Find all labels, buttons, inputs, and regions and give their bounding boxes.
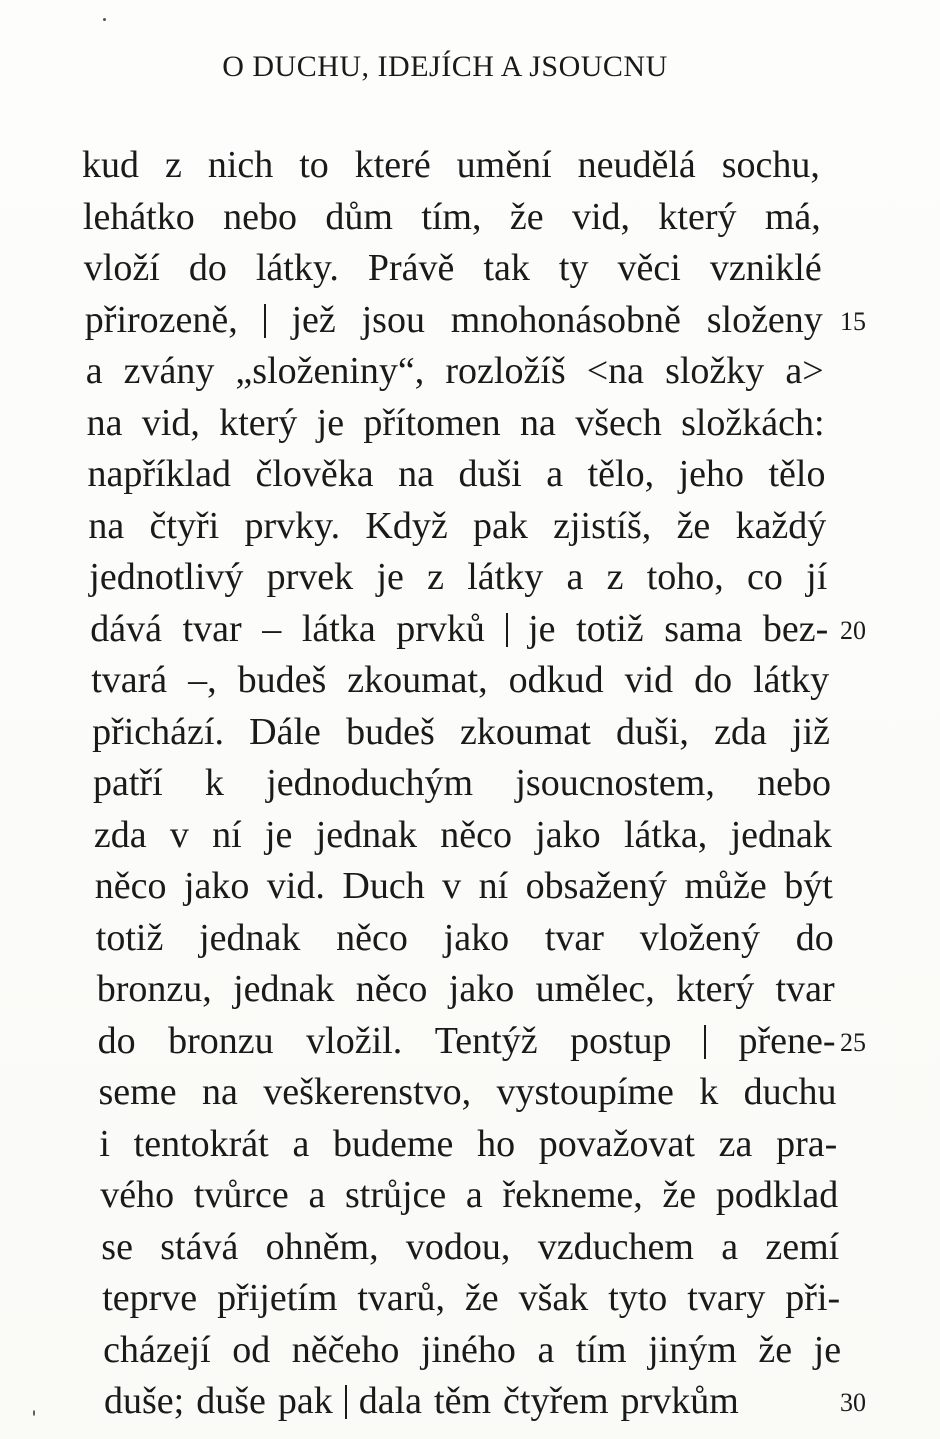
word: na <box>519 401 556 444</box>
word: a <box>546 453 564 495</box>
word: na <box>86 401 123 444</box>
text-line <box>82 142 820 188</box>
word: složeny <box>706 298 823 341</box>
text-line <box>83 194 821 240</box>
word: že <box>758 1328 793 1371</box>
word: z <box>606 556 624 598</box>
word: přirozeně, <box>84 298 238 341</box>
word: vzniklé <box>709 247 822 289</box>
word: sama <box>664 607 743 650</box>
word: pak <box>277 1380 333 1422</box>
word: nich <box>207 144 274 186</box>
word: tvary <box>687 1277 766 1319</box>
text-line <box>99 1121 837 1167</box>
word: přítomen <box>363 401 501 444</box>
word: umělec, <box>535 968 655 1010</box>
word: je <box>316 401 345 444</box>
word: a <box>85 350 103 392</box>
word: vložil. <box>306 1019 403 1062</box>
section-marker <box>264 297 266 343</box>
word: vid. <box>266 865 325 907</box>
text-line <box>85 297 823 343</box>
word: zvány <box>123 350 215 392</box>
word: toho, <box>646 556 724 598</box>
word: do <box>97 1019 136 1062</box>
word: ohněm, <box>265 1225 379 1268</box>
word: i <box>99 1122 110 1165</box>
word: člověka <box>255 453 374 495</box>
word: čtyřem <box>503 1380 609 1422</box>
word: jednak <box>730 813 832 856</box>
word: však <box>518 1277 589 1319</box>
word: ho <box>477 1122 516 1165</box>
word: tvará <box>91 659 168 701</box>
word: budeš <box>237 659 327 701</box>
word: již <box>792 710 831 753</box>
word: ty <box>558 247 589 289</box>
word: něco <box>336 916 408 959</box>
word: tím <box>575 1328 627 1371</box>
word: tyto <box>608 1277 668 1319</box>
word: jiným <box>648 1328 737 1371</box>
text-line <box>90 606 828 652</box>
word: prvky. <box>244 504 341 547</box>
word: rozložíš <box>445 350 566 392</box>
word: látka <box>301 607 376 650</box>
word: do <box>188 247 227 289</box>
word: budeš <box>346 710 435 753</box>
word: a <box>721 1225 739 1268</box>
word: a <box>465 1174 483 1216</box>
running-header: O DUCHU, IDEJÍCH A JSOUCNU <box>222 50 668 83</box>
word: vodou, <box>405 1225 511 1268</box>
word: dům <box>325 195 393 238</box>
word: duše; <box>104 1380 185 1422</box>
word: stává <box>160 1225 239 1268</box>
word: jsoucnostem, <box>515 762 715 804</box>
word: tělo, <box>587 453 655 495</box>
word: a <box>308 1174 326 1216</box>
word: vzduchem <box>537 1225 694 1268</box>
line-number: 15 <box>840 306 866 336</box>
text-line <box>100 1172 838 1218</box>
word: že <box>662 1174 697 1216</box>
word: který <box>676 968 755 1010</box>
word: tentokrát <box>133 1122 269 1165</box>
section-bar <box>264 304 266 338</box>
word: jsou <box>361 298 425 341</box>
word: má, <box>764 195 821 238</box>
word: jednak <box>233 968 335 1010</box>
word: neudělá <box>577 144 696 186</box>
text-line <box>97 966 835 1012</box>
word: patří <box>93 762 163 804</box>
word: že <box>509 195 544 238</box>
word: jeho <box>678 453 745 495</box>
text-line <box>96 915 834 961</box>
word: jako <box>183 865 250 907</box>
word: něco <box>355 968 428 1010</box>
section-bar <box>704 1025 706 1059</box>
word: na <box>201 1071 238 1113</box>
word: duši <box>458 453 522 495</box>
text-line <box>91 657 829 703</box>
word: bez- <box>762 607 829 650</box>
word: je <box>813 1328 842 1371</box>
word: Duch <box>342 865 425 907</box>
text-line <box>99 1069 837 1115</box>
word: mnohonásobně <box>450 298 681 341</box>
word: do <box>795 916 834 959</box>
word: při- <box>785 1277 841 1319</box>
word: je <box>528 607 556 650</box>
word: „složeniny“, <box>235 350 425 392</box>
text-line <box>92 709 830 755</box>
word: něčeho <box>291 1328 400 1371</box>
word: jednoduchým <box>266 762 474 804</box>
word: je <box>264 813 293 856</box>
section-bar <box>506 613 508 647</box>
word: tvůrce <box>193 1174 289 1216</box>
word: být <box>784 865 833 907</box>
word: za <box>718 1122 753 1165</box>
word: látky <box>753 659 830 701</box>
word: ní <box>478 865 509 907</box>
word: veškerenstvo, <box>263 1071 472 1113</box>
section-marker <box>345 1378 347 1424</box>
word: od <box>232 1328 271 1371</box>
scan-speck <box>33 1410 35 1416</box>
word: na <box>88 504 125 547</box>
word: například <box>87 453 232 495</box>
word: že <box>464 1277 499 1319</box>
text-line <box>87 400 825 446</box>
text-line <box>86 348 824 394</box>
word: teprve <box>102 1277 198 1319</box>
word: k <box>204 762 224 804</box>
word: vého <box>100 1174 175 1216</box>
word: jednotlivý <box>89 556 244 598</box>
word: a> <box>785 350 824 392</box>
word: duši, <box>616 710 689 753</box>
text-line <box>88 503 826 549</box>
word: látky <box>467 556 544 598</box>
word: cházejí <box>103 1328 211 1371</box>
word: zemí <box>765 1225 840 1268</box>
word: něco <box>94 865 167 907</box>
word: bronzu, <box>96 968 212 1010</box>
text-line <box>88 451 826 497</box>
word: budeme <box>333 1122 454 1165</box>
word: kud <box>82 144 139 186</box>
word: tím, <box>421 195 482 238</box>
word: z <box>164 144 182 186</box>
word: seme <box>98 1071 177 1113</box>
word: tvar <box>775 968 835 1010</box>
word: podklad <box>715 1174 839 1216</box>
word: postup <box>570 1019 672 1062</box>
word: jako <box>448 968 515 1010</box>
word: vloží <box>83 247 160 289</box>
word: to <box>299 144 329 186</box>
text-line <box>101 1224 839 1270</box>
word: vid, <box>571 195 631 238</box>
word: je <box>376 556 404 598</box>
word: každý <box>735 504 827 547</box>
text-line <box>93 760 831 806</box>
word: prvkům <box>620 1380 739 1422</box>
text-line <box>94 812 832 858</box>
word: může <box>684 865 767 907</box>
word: jež <box>291 298 336 341</box>
word: –, <box>188 659 217 701</box>
word: v <box>442 865 462 907</box>
word: duše <box>196 1380 266 1422</box>
word: čtyři <box>149 504 220 547</box>
word: ní <box>212 813 242 856</box>
word: věci <box>617 247 681 289</box>
word: Když <box>365 504 448 547</box>
word: prvků <box>396 607 485 650</box>
word: totiž <box>95 916 164 959</box>
word: tvarů, <box>357 1277 445 1319</box>
word: duchu <box>743 1071 837 1113</box>
word: zkoumat, <box>347 659 488 701</box>
word: odkud <box>508 659 604 701</box>
word: nebo <box>757 762 831 804</box>
word: všech <box>575 401 662 444</box>
word: něco <box>440 813 512 856</box>
text-line <box>103 1327 841 1373</box>
word: který <box>658 195 737 238</box>
word: obsažený <box>525 865 668 907</box>
word: Dále <box>249 710 321 753</box>
word: těm <box>434 1380 492 1422</box>
word: jednak <box>199 916 301 959</box>
word: jiného <box>420 1328 516 1371</box>
word: nebo <box>223 195 297 238</box>
word: prvek <box>266 556 354 598</box>
word: pra- <box>776 1122 838 1165</box>
word: zda <box>93 813 147 856</box>
word: se <box>101 1225 133 1268</box>
text-line <box>84 245 822 291</box>
word: přijetím <box>217 1277 338 1319</box>
word: který <box>219 401 298 444</box>
scan-speck <box>103 18 106 21</box>
word: tvar <box>182 607 242 650</box>
word: přichází. <box>92 710 224 753</box>
word: tělo <box>768 453 826 495</box>
word: Právě <box>367 247 455 289</box>
text-line <box>102 1275 840 1321</box>
word: dává <box>90 607 163 650</box>
word: jako <box>535 813 601 856</box>
word: jednak <box>315 813 417 856</box>
word: zkoumat <box>459 710 591 753</box>
line-number: 25 <box>840 1027 866 1057</box>
word: a <box>566 556 584 598</box>
word: řekneme, <box>502 1174 643 1216</box>
text-line <box>98 1018 836 1064</box>
word: tak <box>483 247 530 289</box>
word: totiž <box>576 607 644 650</box>
word: jí <box>806 556 828 598</box>
line-number: 30 <box>840 1388 866 1417</box>
word: zda <box>714 710 767 753</box>
word: v <box>169 813 189 856</box>
word: vid <box>624 659 674 701</box>
word: pak <box>472 504 528 547</box>
word: a <box>537 1328 555 1371</box>
word: vystoupíme <box>496 1071 674 1113</box>
line-number: 20 <box>840 615 866 645</box>
text-line <box>104 1378 842 1424</box>
word: sochu, <box>721 144 820 186</box>
word: dala <box>358 1380 423 1422</box>
word: složky <box>665 350 765 392</box>
text-line <box>95 863 833 909</box>
word: přene- <box>738 1019 836 1062</box>
text-line <box>89 554 827 600</box>
word: zjistíš, <box>553 504 652 547</box>
word: bronzu <box>168 1019 274 1062</box>
word: vid, <box>141 401 200 444</box>
section-marker <box>506 606 508 652</box>
word: do <box>694 659 733 701</box>
word: – <box>262 607 282 650</box>
word: k <box>699 1071 719 1113</box>
word: složkách: <box>681 401 825 444</box>
word: lehátko <box>82 195 195 238</box>
word: umění <box>456 144 552 186</box>
word: látky. <box>255 247 339 289</box>
word: z <box>427 556 444 598</box>
word: které <box>354 144 431 186</box>
word: látka, <box>623 813 708 856</box>
word: Tentýž <box>434 1019 538 1062</box>
word: vložený <box>639 916 761 959</box>
word: <na <box>586 350 645 392</box>
word: na <box>398 453 434 495</box>
word: jako <box>443 916 510 959</box>
word: a <box>292 1122 310 1165</box>
word: považovat <box>538 1122 695 1165</box>
section-bar <box>345 1385 347 1419</box>
word: strůjce <box>344 1174 447 1216</box>
word: tvar <box>544 916 604 959</box>
word: co <box>747 556 783 598</box>
word: že <box>676 504 711 547</box>
section-marker <box>704 1018 706 1064</box>
